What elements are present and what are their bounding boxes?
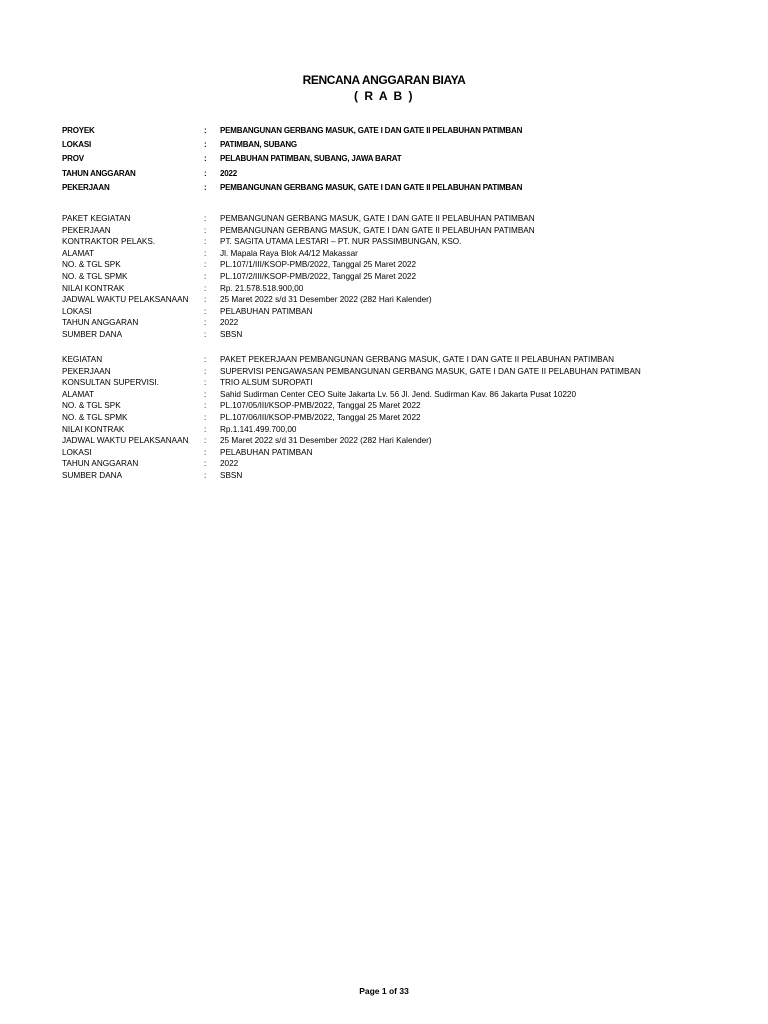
title-line-main: RENCANA ANGGARAN BIAYA	[302, 73, 466, 87]
info-label: SUMBER DANA	[62, 470, 123, 480]
info-label: NILAI KONTRAK	[62, 424, 125, 434]
info-row-pekerjaan	[62, 181, 742, 195]
info-label: TAHUN ANGGARAN	[62, 168, 136, 178]
info-row-kontraktor	[62, 236, 742, 248]
info-label: SUMBER DANA	[62, 329, 123, 339]
info-label: KEGIATAN	[62, 355, 103, 364]
info-colon: :	[204, 378, 207, 388]
info-value: SBSN	[220, 470, 243, 480]
info-row-tahun-anggaran	[62, 458, 742, 470]
info-colon: :	[204, 366, 207, 376]
info-value: 2022	[220, 168, 237, 178]
info-label: ALAMAT	[62, 248, 95, 258]
info-colon: :	[204, 140, 207, 150]
info-colon: :	[204, 248, 207, 258]
info-row-spmk	[62, 412, 742, 424]
info-label: PAKET KEGIATAN	[62, 214, 131, 223]
info-value: 25 Maret 2022 s/d 31 Desember 2022 (282 Hari Kalender)	[220, 436, 432, 446]
info-label: LOKASI	[62, 447, 92, 457]
info-row-alamat	[62, 389, 742, 401]
info-value: TRIO ALSUM SUROPATI	[220, 378, 313, 388]
info-row-tahun-anggaran	[62, 167, 742, 181]
info-label: LOKASI	[62, 306, 92, 316]
info-value: PATIMBAN, SUBANG	[220, 140, 297, 150]
info-value: 2022	[220, 318, 239, 328]
info-value: PELABUHAN PATIMBAN	[220, 447, 313, 457]
info-row-alamat	[62, 248, 742, 260]
info-row-spmk	[62, 271, 742, 283]
info-colon: :	[204, 154, 207, 164]
info-label: JADWAL WAKTU PELAKSANAAN	[62, 436, 189, 446]
info-value: PEMBANGUNAN GERBANG MASUK, GATE I DAN GATE II PELABUHAN PATIMBAN	[220, 214, 535, 223]
info-label: NO. & TGL SPMK	[62, 271, 128, 281]
info-colon: :	[204, 295, 207, 305]
info-colon: :	[204, 318, 207, 328]
info-value: 2022	[220, 459, 239, 469]
info-colon: :	[204, 168, 207, 178]
info-row-nilai-kontrak	[62, 424, 742, 436]
info-label: TAHUN ANGGARAN	[62, 459, 139, 469]
info-value: PL.107/05/III/KSOP-PMB/2022, Tanggal 25 Maret 2022	[220, 401, 421, 411]
info-value: Rp. 21.578.518.900,00	[220, 283, 304, 293]
info-label: ALAMAT	[62, 389, 95, 399]
info-label: JADWAL WAKTU PELAKSANAAN	[62, 295, 189, 305]
contractor-info-section	[62, 213, 742, 341]
info-label: NO. & TGL SPMK	[62, 412, 128, 422]
info-colon: :	[204, 283, 207, 293]
info-row-pekerjaan	[62, 225, 742, 237]
info-row-lokasi	[62, 447, 742, 459]
info-row-spk	[62, 259, 742, 271]
info-value: PEMBANGUNAN GERBANG MASUK, GATE I DAN GATE II PELABUHAN PATIMBAN	[220, 126, 523, 135]
project-info-section	[62, 124, 742, 195]
info-label: PROV	[62, 154, 84, 164]
info-colon: :	[204, 306, 207, 316]
info-row-proyek	[62, 124, 742, 138]
info-value: PELABUHAN PATIMBAN	[220, 306, 313, 316]
info-colon: :	[204, 126, 207, 135]
info-row-prov	[62, 152, 742, 166]
info-colon: :	[204, 436, 207, 446]
info-colon: :	[204, 459, 207, 469]
info-value: SUPERVISI PENGAWASAN PEMBANGUNAN GERBANG MASUK, GATE I DAN GATE II PELABUHAN PATIMBAN	[220, 366, 641, 376]
info-value: Sahid Sudirman Center CEO Suite Jakarta Lv. 56 Jl. Jend. Sudirman Kav. 86 Jakarta Pusat 10220	[220, 389, 577, 399]
info-colon: :	[204, 271, 207, 281]
page-number: Page 1 of 33	[359, 986, 409, 996]
info-colon: :	[204, 401, 207, 411]
info-row-tahun-anggaran	[62, 317, 742, 329]
info-colon: :	[204, 412, 207, 422]
info-label: NO. & TGL SPK	[62, 260, 121, 270]
info-colon: :	[204, 260, 207, 270]
info-row-lokasi	[62, 306, 742, 318]
info-value: PELABUHAN PATIMBAN, SUBANG, JAWA BARAT	[220, 154, 402, 164]
info-label: LOKASI	[62, 140, 92, 150]
info-label: PROYEK	[62, 126, 95, 135]
info-value: PL.107/1/III/KSOP-PMB/2022, Tanggal 25 Maret 2022	[220, 260, 417, 270]
info-row-spk	[62, 400, 742, 412]
info-row-jadwal	[62, 294, 742, 306]
info-colon: :	[204, 424, 207, 434]
info-label: PEKERJAAN	[62, 182, 110, 192]
info-value: PL.107/06/III/KSOP-PMB/2022, Tanggal 25 Maret 2022	[220, 412, 421, 422]
info-label: NO. & TGL SPK	[62, 401, 121, 411]
info-label: PEKERJAAN	[62, 366, 111, 376]
info-value: PAKET PEKERJAAN PEMBANGUNAN GERBANG MASUK, GATE I DAN GATE II PELABUHAN PATIMBAN	[220, 355, 614, 364]
info-value: SBSN	[220, 329, 243, 339]
info-value: PEMBANGUNAN GERBANG MASUK, GATE I DAN GATE II PELABUHAN PATIMBAN	[220, 182, 523, 192]
info-label: TAHUN ANGGARAN	[62, 318, 139, 328]
info-row-pekerjaan	[62, 366, 742, 378]
info-value: Rp.1.141.499.700,00	[220, 424, 297, 434]
info-row-sumber-dana	[62, 329, 742, 341]
info-row-paket-kegiatan	[62, 213, 742, 225]
info-colon: :	[204, 389, 207, 399]
info-row-konsultan	[62, 377, 742, 389]
info-row-sumber-dana	[62, 470, 742, 482]
title-line-abbrev: ( R A B )	[354, 89, 414, 103]
info-colon: :	[204, 225, 207, 235]
info-value: PEMBANGUNAN GERBANG MASUK, GATE I DAN GATE II PELABUHAN PATIMBAN	[220, 225, 535, 235]
info-colon: :	[204, 447, 207, 457]
info-label: KONSULTAN SUPERVISI.	[62, 378, 159, 388]
info-row-jadwal	[62, 435, 742, 447]
info-colon: :	[204, 329, 207, 339]
info-label: NILAI KONTRAK	[62, 283, 125, 293]
info-row-nilai-kontrak	[62, 283, 742, 295]
info-colon: :	[204, 237, 207, 247]
info-colon: :	[204, 470, 207, 480]
info-colon: :	[204, 214, 207, 223]
document-title	[0, 72, 768, 104]
info-label: PEKERJAAN	[62, 225, 111, 235]
info-label: KONTRAKTOR PELAKS.	[62, 237, 156, 247]
info-value: 25 Maret 2022 s/d 31 Desember 2022 (282 Hari Kalender)	[220, 295, 432, 305]
info-colon: :	[204, 182, 207, 192]
info-value: Jl. Mapala Raya Blok A4/12 Makassar	[220, 248, 358, 258]
info-value: PL.107/2/III/KSOP-PMB/2022, Tanggal 25 Maret 2022	[220, 271, 417, 281]
consultant-info-section	[62, 354, 742, 482]
info-row-kegiatan	[62, 354, 742, 366]
info-colon: :	[204, 355, 207, 364]
info-value: PT. SAGITA UTAMA LESTARI – PT. NUR PASSIMBUNGAN, KSO.	[220, 237, 462, 247]
info-row-lokasi	[62, 138, 742, 152]
